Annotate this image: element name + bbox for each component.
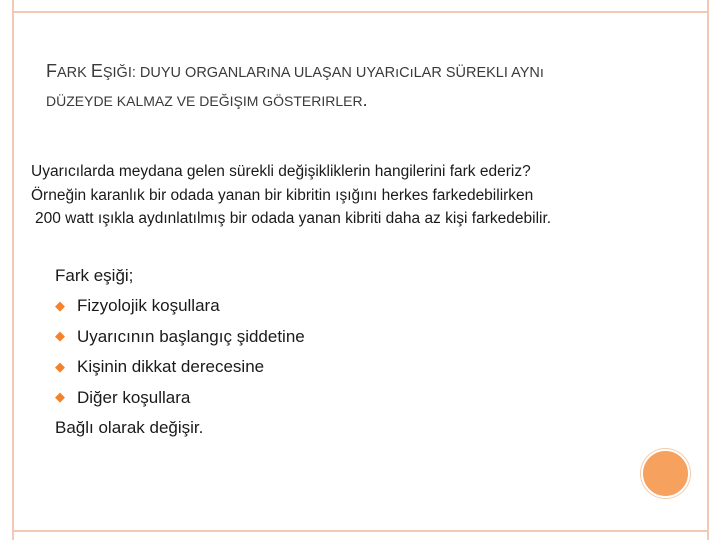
decorative-circle bbox=[641, 449, 690, 498]
paragraph-line-2: Örneğin karanlık bir odada yanan bir kibritin ışığını herkes farkedebilirken bbox=[31, 186, 534, 204]
list-outro: Bağlı olarak değişir. bbox=[55, 418, 204, 438]
title-segment-a: ARK bbox=[57, 65, 91, 81]
frame-top-border bbox=[12, 11, 709, 13]
list-item-label: Diğer koşullara bbox=[77, 387, 191, 407]
list-item bbox=[55, 383, 305, 414]
list-item bbox=[55, 322, 305, 353]
threshold-list bbox=[55, 261, 305, 443]
frame-right-border bbox=[707, 0, 709, 540]
frame-bottom-border bbox=[12, 530, 709, 532]
title-segment-c: ŞIĞI: DUYU ORGANLARıNA ULAŞAN UYARıCıLAR SÜREKLI AYNı bbox=[102, 65, 544, 81]
slide-title-line-2 bbox=[46, 90, 368, 111]
list-item-label: Fizyolojik koşullara bbox=[77, 296, 220, 315]
list-item-label: Uyarıcının başlangıç şiddetine bbox=[77, 326, 305, 346]
list-intro: Fark eşiği; bbox=[55, 266, 134, 285]
list-item-label: Kişinin dikkat derecesine bbox=[77, 357, 265, 377]
title-period: . bbox=[362, 90, 368, 110]
diamond-bullet-icon: ◆ bbox=[55, 358, 65, 374]
list-item bbox=[55, 291, 305, 322]
paragraph-line-1: Uyarıcılarda meydana gelen sürekli değişikliklerin hangilerini fark ederiz? bbox=[31, 163, 531, 180]
frame-left-border bbox=[12, 0, 14, 540]
paragraph-line-3: 200 watt ışıkla aydınlatılmış bir odada yanan kibriti daha az kişi farkedebilir. bbox=[35, 210, 552, 227]
body-paragraph bbox=[31, 160, 551, 231]
diamond-bullet-icon: ◆ bbox=[55, 297, 65, 313]
diamond-bullet-icon: ◆ bbox=[55, 389, 65, 405]
title-line-2-text: DÜZEYDE KALMAZ VE DEĞIŞIM GÖSTERIRLER bbox=[46, 93, 363, 109]
title-initial-e: E bbox=[90, 61, 103, 81]
slide-title-line-1 bbox=[46, 61, 544, 82]
list-item bbox=[55, 352, 305, 383]
diamond-bullet-icon: ◆ bbox=[55, 328, 65, 344]
title-initial-f: F bbox=[46, 61, 57, 81]
